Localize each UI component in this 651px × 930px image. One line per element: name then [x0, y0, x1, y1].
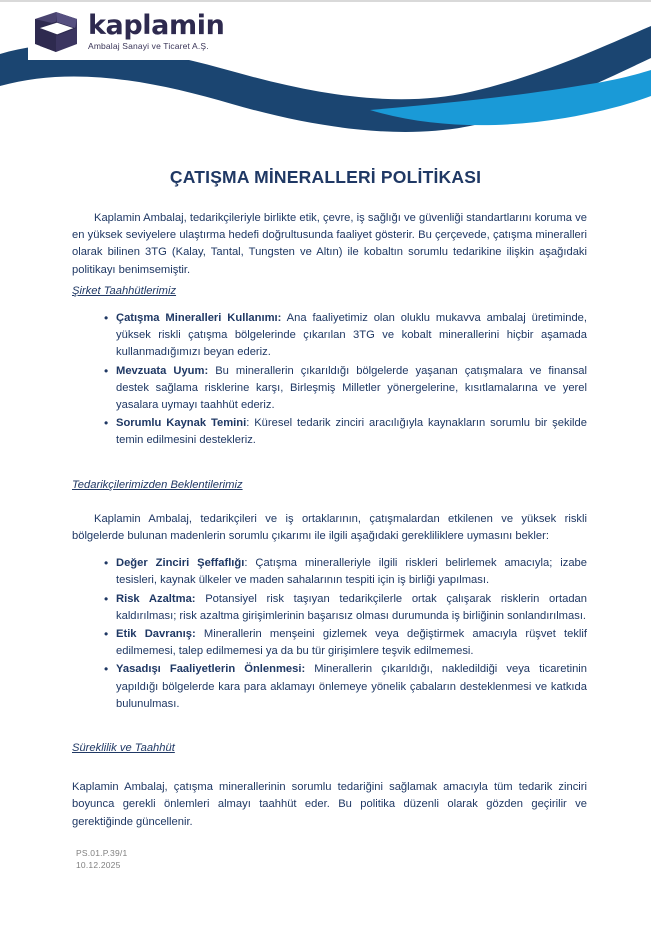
bullet-text: Potansiyel risk taşıyan tedarikçilerle ortak çalışarak risklerin ortadan kaldırılması; risk azaltma girişimlerinin başarısız olması durumunda iş birliğinin sonlandırılması.	[116, 592, 587, 622]
intro-paragraph: Kaplamin Ambalaj, tedarikçileriyle birlikte etik, çevre, iş sağlığı ve güvenliği standartlarını koruma ve en yüksek seviyelere ulaştırma hedefi doğrultusunda faaliyet gösterir. Bu çerçevede, çatışma mineralleri olarak bilinen 3TG (Kalay, Tantal, Tungsten ve Altın) ile kobaltın sorumlu tedarikine ilişkin aşağıdaki politikayı benimsemiştir.	[72, 212, 587, 276]
page-title: ÇATIŞMA MİNERALLERİ POLİTİKASI	[169, 167, 482, 187]
document-content	[0, 210, 651, 831]
spacer	[72, 494, 587, 511]
list-item	[106, 415, 587, 449]
brand-tagline: Ambalaj Sanayi ve Ticaret A.Ş.	[88, 41, 209, 51]
brand-name: kaplamin	[88, 10, 225, 41]
spacer	[72, 757, 587, 779]
bullet-text: Minerallerin çıkarıldığı, nakledildiği veya ticaretinin yapıldığı bölgelerde kara para aklamayı önlemeye yönelik çabaların desteklenmesi ve katkıda bulunulması.	[116, 663, 587, 710]
spacer	[72, 714, 587, 736]
spacer	[72, 451, 587, 473]
section-heading-supplier-expectations: Tedarikçilerimizden Beklentilerimiz	[72, 478, 243, 491]
bullet-text: : Çatışma mineralleriyle ilgili riskleri belirlemek amacıyla; izabe tesisleri, kaynak ülkeler ve maden sahalarının tespiti için iş birliği yapılması.	[116, 557, 587, 587]
footer-doc-code: PS.01.P.39/1	[76, 848, 128, 858]
supplier-expectations-paragraph: Kaplamin Ambalaj, tedarikçileri ve iş ortaklarının, çatışmalardan etkilenen ve yüksek riskli bölgelerde bulunan madenlerin sorumlu çıkarımı ile ilgili aşağıdaki gerekliliklere uymasını bekler:	[72, 512, 587, 543]
bullet-label: Mevzuata Uyum:	[116, 364, 209, 377]
list-item	[106, 310, 587, 362]
company-commitments-list	[72, 310, 587, 450]
bullet-label: Risk Azaltma:	[116, 592, 196, 605]
open-box-icon	[30, 8, 82, 58]
list-item	[106, 555, 587, 589]
bullet-label: Çatışma Mineralleri Kullanımı:	[116, 312, 282, 325]
bullet-text: Bu minerallerin çıkarıldığı bölgelerde yaşanan çatışmalara ve finansal destek sağlama risklerine karşı, Birleşmiş Milletler yönergelerine, kısıtlamalarına ve yerel yasalara uymayı taahhüt ederiz.	[116, 364, 587, 412]
document-header	[0, 0, 651, 152]
document-body	[0, 152, 651, 831]
bullet-text: Minerallerin menşeini gizlemek veya değiştirmek amacıyla rüşvet teklif edilmemesi, talep edilmemesi ya da bu tür girişimlere teşvik edilmemesi.	[116, 628, 587, 658]
bullet-label: Etik Davranış:	[116, 628, 196, 641]
list-item	[106, 363, 587, 415]
list-item	[106, 661, 587, 713]
bullet-label: Sorumlu Kaynak Temini	[116, 417, 247, 430]
list-item	[106, 591, 587, 625]
footer-date: 10.12.2025	[76, 859, 121, 870]
section-heading-continuity-commitment: Süreklilik ve Taahhüt	[72, 742, 175, 755]
continuity-paragraph: Kaplamin Ambalaj, çatışma minerallerinin sorumlu tedariğini sağlamak amacıyla tüm tedarik zinciri boyunca gerekli önlemleri almayı taahhüt eder. Bu politika düzenli olarak gözden geçirilir ve gerektiğinde güncellenir.	[72, 781, 587, 828]
list-item	[106, 626, 587, 660]
brand-logo	[28, 6, 230, 60]
bullet-label: Değer Zinciri Şeffaflığı	[116, 557, 245, 570]
supplier-expectations-list	[72, 555, 587, 713]
section-heading-company-commitments: Şirket Taahhütlerimiz	[72, 284, 177, 297]
document-footer	[76, 848, 127, 871]
bullet-text: Ana faaliyetimiz olan oluklu mukavva ambalaj üretiminde, yüksek riskli çatışma bölgelerinde çıkarılan 3TG ve kobalt minerallerini hiçbir aşamada kullanmadığımızı beyan ederiz.	[116, 312, 587, 359]
bullet-text: : Küresel tedarik zinciri aracılığıyla kaynakların sorumlu bir şekilde temin edilmesini destekleriz.	[116, 417, 587, 447]
bullet-label: Yasadışı Faaliyetlerin Önlenmesi:	[116, 663, 306, 676]
